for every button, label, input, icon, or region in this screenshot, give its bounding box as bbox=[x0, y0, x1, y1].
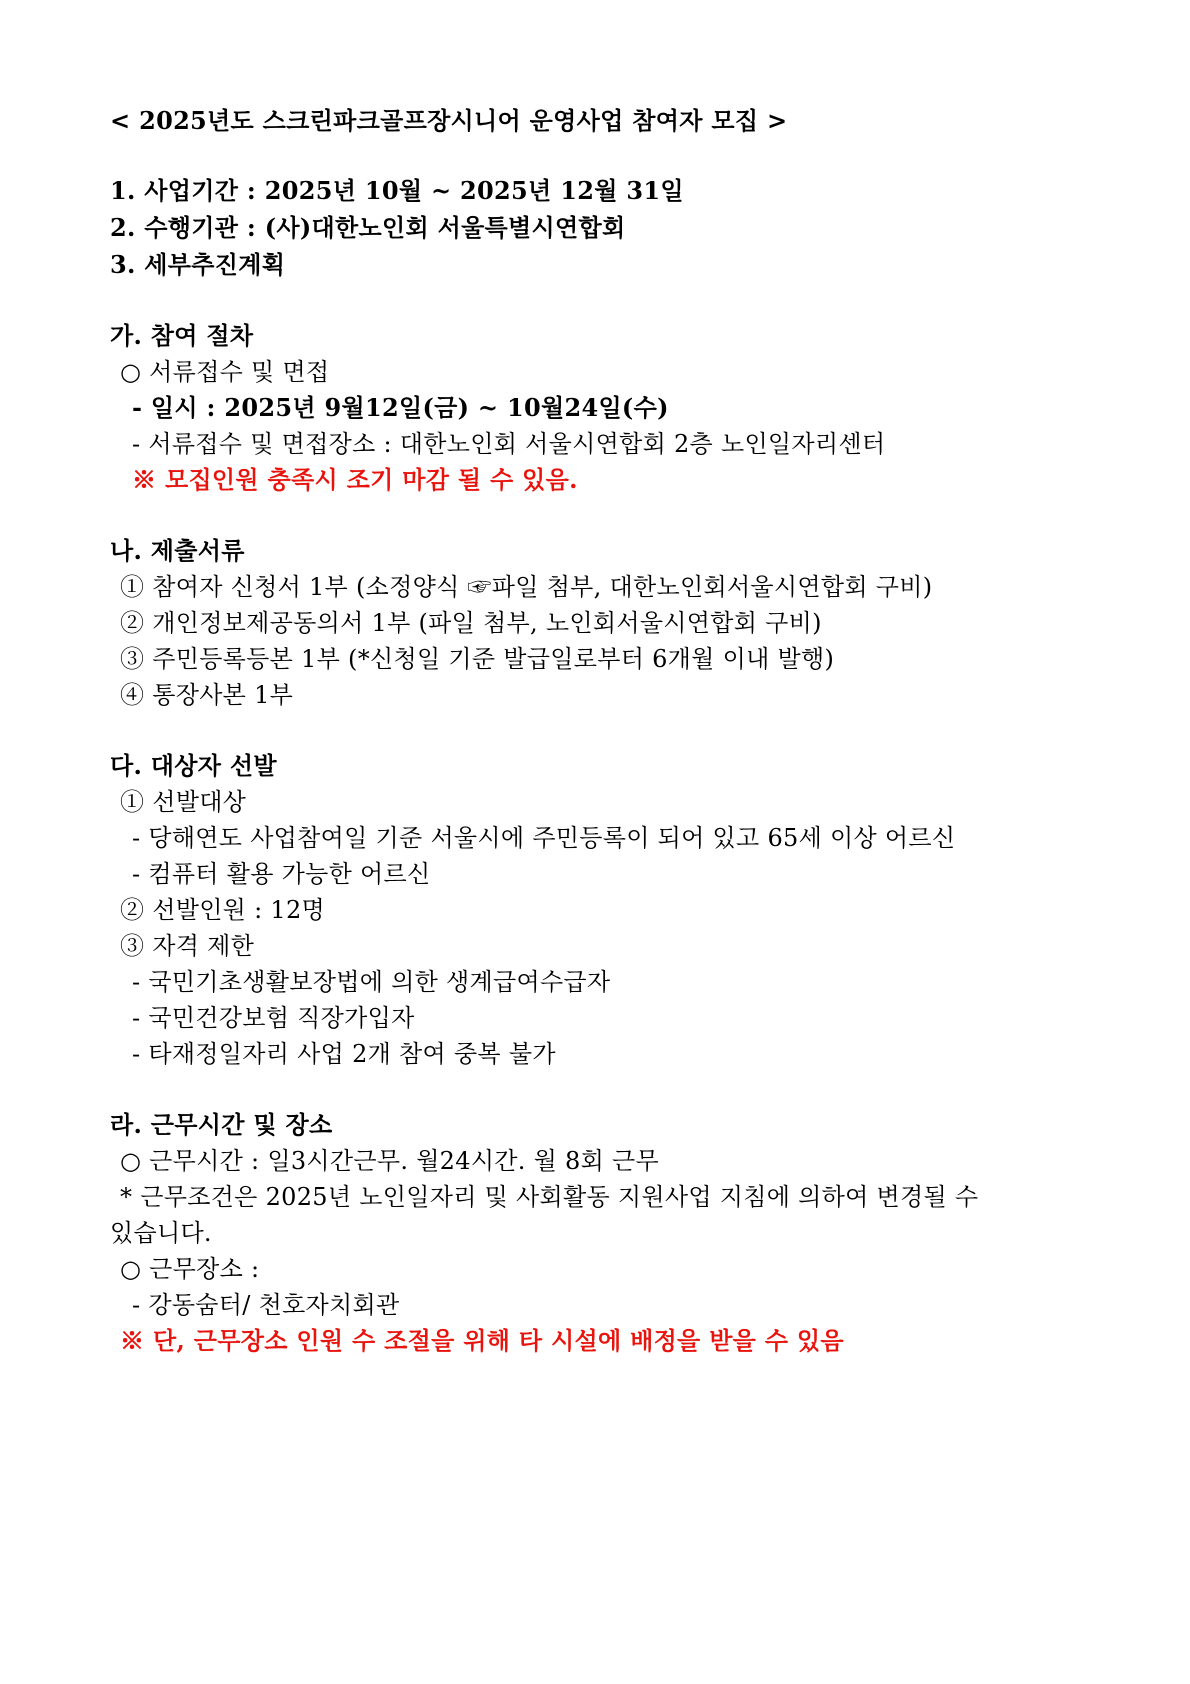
section-d-heading: 라. 근무시간 및 장소 bbox=[110, 1110, 333, 1139]
section-d-hours: ○ 근무시간 : 일3시간근무. 월24시간. 월 8회 근무 bbox=[120, 1147, 660, 1175]
section-a-heading: 가. 참여 절차 bbox=[110, 321, 254, 350]
overview-period: 1. 사업기간 : 2025년 10월 ~ 2025년 12월 31일 bbox=[110, 176, 684, 205]
section-c-limit-label: ③ 자격 제한 bbox=[120, 932, 255, 960]
section-c-limit-item: - 타재정일자리 사업 2개 참여 중복 불가 bbox=[132, 1040, 556, 1068]
section-a-place: - 서류접수 및 면접장소 : 대한노인회 서울시연합회 2층 노인일자리센터 bbox=[132, 430, 886, 458]
section-b-item: ③ 주민등록등본 1부 (*신청일 기준 발급일로부터 6개월 이내 발행) bbox=[120, 645, 835, 673]
section-d-place-item: - 강동숨터/ 천호자치회관 bbox=[132, 1291, 400, 1319]
section-d-notice: ※ 단, 근무장소 인원 수 조절을 위해 타 시설에 배정을 받을 수 있음 bbox=[120, 1326, 844, 1355]
section-b-item: ① 참여자 신청서 1부 (소정양식 ☞파일 첨부, 대한노인회서울시연합회 구비) bbox=[120, 573, 933, 601]
section-b-heading: 나. 제출서류 bbox=[110, 536, 245, 565]
section-c-target-item: - 컴퓨터 활용 가능한 어르신 bbox=[132, 860, 431, 888]
section-a-date: - 일시 : 2025년 9월12일(금) ~ 10월24일(수) bbox=[132, 393, 669, 422]
section-c-limit-item: - 국민기초생활보장법에 의한 생계급여수급자 bbox=[132, 968, 611, 996]
section-d-place-label: ○ 근무장소 : bbox=[120, 1255, 260, 1283]
section-c-target-item: - 당해연도 사업참여일 기준 서울시에 주민등록이 되어 있고 65세 이상 어르신 bbox=[132, 824, 956, 852]
section-c-count: ② 선발인원 : 12명 bbox=[120, 896, 326, 924]
overview-organization: 2. 수행기관 : (사)대한노인회 서울특별시연합회 bbox=[110, 213, 626, 242]
section-a-notice: ※ 모집인원 충족시 조기 마감 될 수 있음. bbox=[132, 465, 578, 494]
document-title: < 2025년도 스크린파크골프장시니어 운영사업 참여자 모집 > bbox=[110, 106, 788, 135]
overview-plan: 3. 세부추진계획 bbox=[110, 250, 286, 279]
section-c-target-label: ① 선발대상 bbox=[120, 788, 247, 816]
section-b-item: ② 개인정보제공동의서 1부 (파일 첨부, 노인회서울시연합회 구비) bbox=[120, 609, 822, 637]
section-c-heading: 다. 대상자 선발 bbox=[110, 751, 277, 780]
section-d-condition: * 근무조건은 2025년 노인일자리 및 사회활동 지원사업 지침에 의하여 변경될 수 bbox=[120, 1183, 979, 1211]
section-b-item: ④ 통장사본 1부 bbox=[120, 681, 294, 709]
section-d-condition-cont: 있습니다. bbox=[110, 1219, 212, 1247]
section-a-item-1: ○ 서류접수 및 면접 bbox=[120, 358, 330, 386]
section-c-limit-item: - 국민건강보험 직장가입자 bbox=[132, 1004, 415, 1032]
